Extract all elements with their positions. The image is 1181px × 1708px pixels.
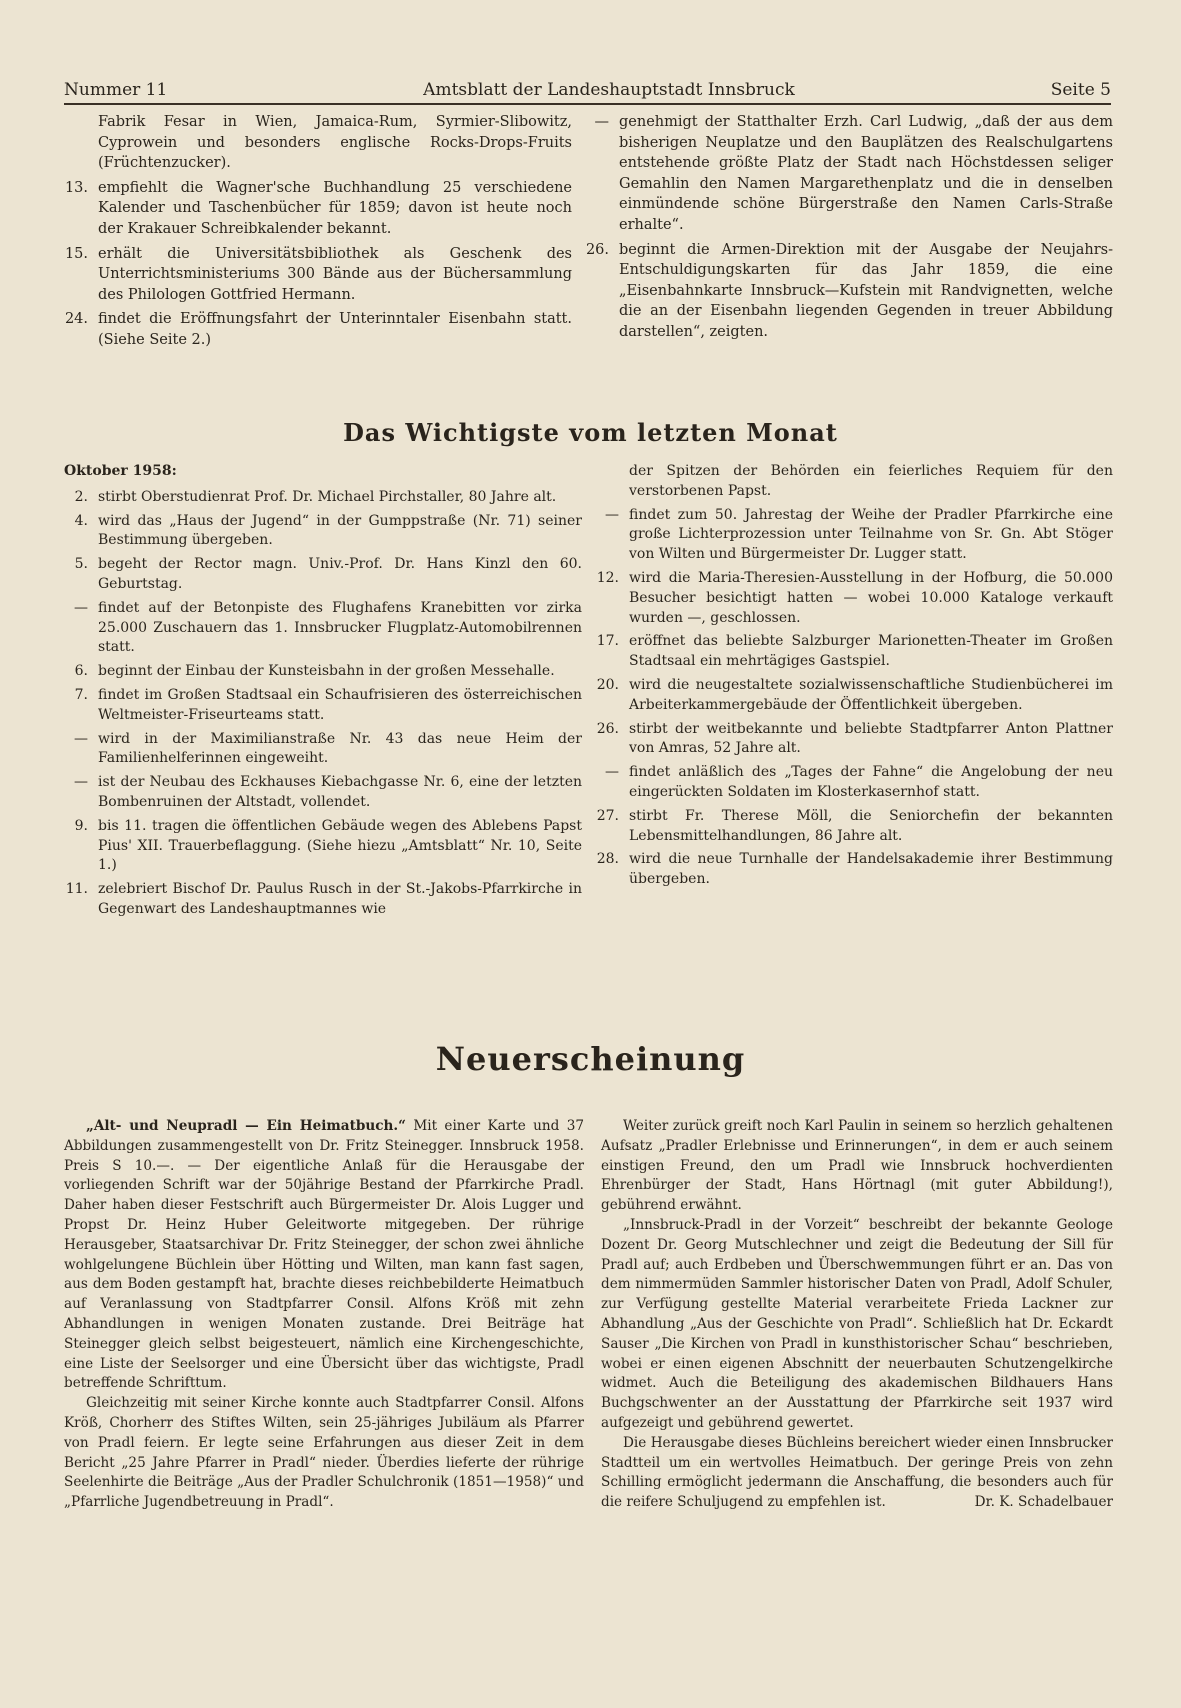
review-paragraph: Die Herausgabe dieses Büchleins bereichert wieder einen Innsbrucker Stadtteil um ein wertvolles Heimatbuch. Der geringe Preis von zehn Schilling ermöglicht jedermann die Anschaffung, die besonders auch für die reifere Schuljugend zu empfehlen ist. Dr. K. Schadelbauer bbox=[601, 1434, 1113, 1513]
review-left-column bbox=[64, 1117, 584, 1513]
continuation-text: Fabrik Fesar in Wien, Jamaica-Rum, Syrmier-Slibowitz, Cyprowein und besonders englische Rocks-Drops-Fruits (Früchtenzucker). bbox=[98, 114, 572, 172]
list-item: 13. empfiehlt die Wagner'sche Buchhandlung 25 verschiedene Kalender und Taschenbücher für 1859; davon ist heute noch der Krakauer Schreibkalender bekannt. bbox=[64, 179, 572, 237]
list-item: der Spitzen der Behörden ein feierliches Requiem für den verstorbenen Papst. bbox=[629, 463, 1113, 499]
page-header bbox=[64, 74, 1111, 100]
list-item: 7. findet im Großen Stadtsaal ein Schaufrisieren des österreichischen Weltmeister-Friseurteams statt. bbox=[74, 686, 582, 723]
month-heading: Oktober 1958: bbox=[64, 463, 177, 479]
list-item: 6. beginnt der Einbau der Kunsteisbahn in der großen Messehalle. bbox=[74, 663, 555, 680]
list-item: — findet auf der Betonpiste des Flughafens Kranebitten vor zirka 25.000 Zuschauern das 1. Innsbrucker Flugplatz-Automobilrennen statt. bbox=[74, 599, 582, 656]
list-item: 5. begeht der Rector magn. Univ.-Prof. Dr. Hans Kinzl den 60. Geburtstag. bbox=[74, 556, 582, 592]
review-paragraph: „Alt- und Neupradl — Ein Heimatbuch.“ Mit einer Karte und 37 Abbildungen zusammengestellt von Dr. Fritz Steinegger. Innsbruck 1958. Preis S 10.—. — Der eigentliche Anlaß für die Herausgabe der vorliegenden Schrift war der 50jährige Bestand der Pfarrkirche Pradl. Daher haben dieser Festschrift auch Bürgermeister Dr. Alois Lugger und Propst Dr. Heinz Huber Geleitworte mitgegeben. Der rührige Herausgeber, Staatsarchivar Dr. Fritz Steinegger, der schon zwei ähnliche wohlgelungene Büchlein über Hötting und Wilten, man kann fast sagen, aus dem Boden gestampft hat, brachte dieses reichbebilderte Heimatbuch auf Veranlassung von Stadtpfarrer Consil. Alfons Kröß mit zehn Abhandlungen in wenigen Monaten zustande. Drei Beiträge hat Steinegger gleich selbst beigesteuert, nämlich eine Kirchengeschichte, eine Liste der Seelsorger und eine Übersicht über das wichtigste, Pradl betreffende Schrifttum. bbox=[64, 1118, 584, 1392]
list-item: — findet anläßlich des „Tages der Fahne“ die Angelobung der neu eingerückten Soldaten im Klosterkasernhof statt. bbox=[605, 764, 1113, 800]
page-number: Seite 5 bbox=[1050, 80, 1111, 100]
monthly-left-column bbox=[64, 462, 582, 924]
section-title-new-publication: Neuerscheinung bbox=[435, 1040, 746, 1078]
review-signature: Dr. K. Schadelbauer bbox=[974, 1494, 1113, 1511]
list-item: 24. findet die Eröffnungsfahrt der Unterinntaler Eisenbahn statt. (Siehe Seite 2.) bbox=[64, 311, 572, 348]
review-paragraph: „Innsbruck-Pradl in der Vorzeit“ beschreibt der bekannte Geologe Dozent Dr. Georg Mutschlechner und zeigt die Bedeutung der Sill für Pradl auf; auch Erdbeben und Überschwemmungen führt er an. Das von dem nimmermüden Sammler historischer Daten von Pradl, Adolf Schuler, zur Verfügung gestellte Material verarbeitete Frieda Lackner zur Abhandlung „Aus der Geschichte von Pradl“. Schließlich hat Dr. Eckardt Sauser „Die Kirchen von Pradl in kunsthistorischer Schau“ beschrieben, wobei er einen eigenen Abschnitt der neuerbauten Schutzengelkirche widmet. Auch die Beteiligung des akademischen Bildhauers Hans Buchgschwenter an der Ausstattung der Pfarrkirche seit 1937 wird aufgezeigt und gebührend gewertet. bbox=[601, 1216, 1113, 1431]
list-item: 11. zelebriert Bischof Dr. Paulus Rusch in der St.-Jakobs-Pfarrkirche in Gegenwart des Landeshauptmannes wie bbox=[65, 881, 582, 917]
top-left-column bbox=[64, 112, 572, 355]
review-right-column bbox=[601, 1117, 1113, 1513]
list-item: 26. stirbt der weitbekannte und beliebte Stadtpfarrer Anton Plattner von Amras, 52 Jahre alt. bbox=[596, 720, 1113, 757]
review-paragraph: Weiter zurück greift noch Karl Paulin in seinem so herzlich gehaltenen Aufsatz „Pradler Erlebnisse und Erinnerungen“, in dem er auch seinem einstigen Freund, den um Pradl wie Innsbruck hochverdienten Ehrenbürger der Stadt, Hans Hörtnagl (mit guter Abbildung!), gebührend erwähnt. bbox=[601, 1118, 1113, 1214]
list-item: 2. stirbt Oberstudienrat Prof. Dr. Michael Pirchstaller, 80 Jahre alt. bbox=[74, 488, 557, 505]
list-item: 4. wird das „Haus der Jugend“ in der Gumppstraße (Nr. 71) seiner Bestimmung übergeben. bbox=[74, 512, 582, 549]
section-title-monthly-news: Das Wichtigste vom letzten Monat bbox=[343, 418, 838, 447]
list-item: — wird in der Maximilianstraße Nr. 43 das neue Heim der Familienhelferinnen eingeweiht. bbox=[74, 730, 582, 767]
list-item: 26. beginnt die Armen-Direktion mit der Ausgabe der Neujahrs-Entschuldigungskarten für das Jahr 1859, die eine „Eisenbahnkarte Innsbruck—Kufstein mit Randvignetten, welche die an der Eisenbahn liegenden Gegenden in treuer Abbildung darstellen“, zeigten. bbox=[585, 241, 1113, 340]
header-rule bbox=[64, 103, 1111, 105]
list-item: 9. bis 11. tragen die öffentlichen Gebäude wegen des Ablebens Papst Pius' XII. Trauerbeflaggung. (Siehe hiezu „Amtsblatt“ Nr. 10, Seite 1.) bbox=[74, 817, 582, 874]
issue-number: Nummer 11 bbox=[64, 80, 168, 100]
top-right-column bbox=[585, 112, 1113, 347]
list-item: 17. eröffnet das beliebte Salzburger Marionetten-Theater im Großen Stadtsaal ein mehrtägiges Gastspiel. bbox=[596, 633, 1113, 670]
list-item bbox=[64, 112, 572, 174]
list-item: — findet zum 50. Jahrestag der Weihe der Pradler Pfarrkirche eine große Lichterprozession unter Teilnahme von Sr. Gn. Abt Stöger von Wilten und Bürgermeister Dr. Lugger statt. bbox=[605, 506, 1113, 563]
list-item: 15. erhält die Universitätsbibliothek als Geschenk des Unterrichtsministeriums 300 Bände aus der Büchersammlung des Philologen Gottfried Hermann. bbox=[64, 245, 572, 303]
list-item: 12. wird die Maria-Theresien-Ausstellung in der Hofburg, die 50.000 Besucher besichtigt hatten — wobei 10.000 Kataloge verkauft wurden —, geschlossen. bbox=[596, 569, 1113, 626]
review-paragraph: Gleichzeitig mit seiner Kirche konnte auch Stadtpfarrer Consil. Alfons Kröß, Chorherr des Stiftes Wilten, sein 25-jähriges Jubiläum als Pfarrer von Pradl feiern. Er legte seine Erfahrungen aus dieser Zeit in dem Bericht „25 Jahre Pfarrer in Pradl“ nieder. Überdies lieferte der rührige Seelenhirte die Beiträge „Aus der Pradler Schulchronik (1851—1958)“ und „Pfarrliche Jugendbetreuung in Pradl“. bbox=[64, 1395, 584, 1511]
list-item: — ist der Neubau des Eckhauses Kiebachgasse Nr. 6, eine der letzten Bombenruinen der Altstadt, vollendet. bbox=[74, 774, 582, 810]
list-item: 20. wird die neugestaltete sozialwissenschaftliche Studienbücherei im Arbeiterkammergebäude der Öffentlichkeit übergeben. bbox=[596, 676, 1113, 713]
monthly-right-column bbox=[595, 462, 1113, 894]
book-title: „Alt- und Neupradl — Ein Heimatbuch.“ bbox=[86, 1118, 406, 1134]
publication-title: Amtsblatt der Landeshauptstadt Innsbruck bbox=[423, 80, 795, 100]
list-item: 28. wird die neue Turnhalle der Handelsakademie ihrer Bestimmung übergeben. bbox=[596, 851, 1113, 888]
list-item: 27. stirbt Fr. Therese Möll, die Seniorchefin der bekannten Lebensmittelhandlungen, 86 Jahre alt. bbox=[596, 807, 1113, 844]
list-item: — genehmigt der Statthalter Erzh. Carl Ludwig, „daß der aus dem bisherigen Neuplatze und den Bauplätzen des Realschulgartens entstehende größte Platz der Stadt nach Höchstdessen seliger Gemahlin den Namen Margarethenplatz und die in denselben einmündende schöne Bürgerstraße den Namen Carls-Straße erhalte“. bbox=[594, 114, 1113, 233]
